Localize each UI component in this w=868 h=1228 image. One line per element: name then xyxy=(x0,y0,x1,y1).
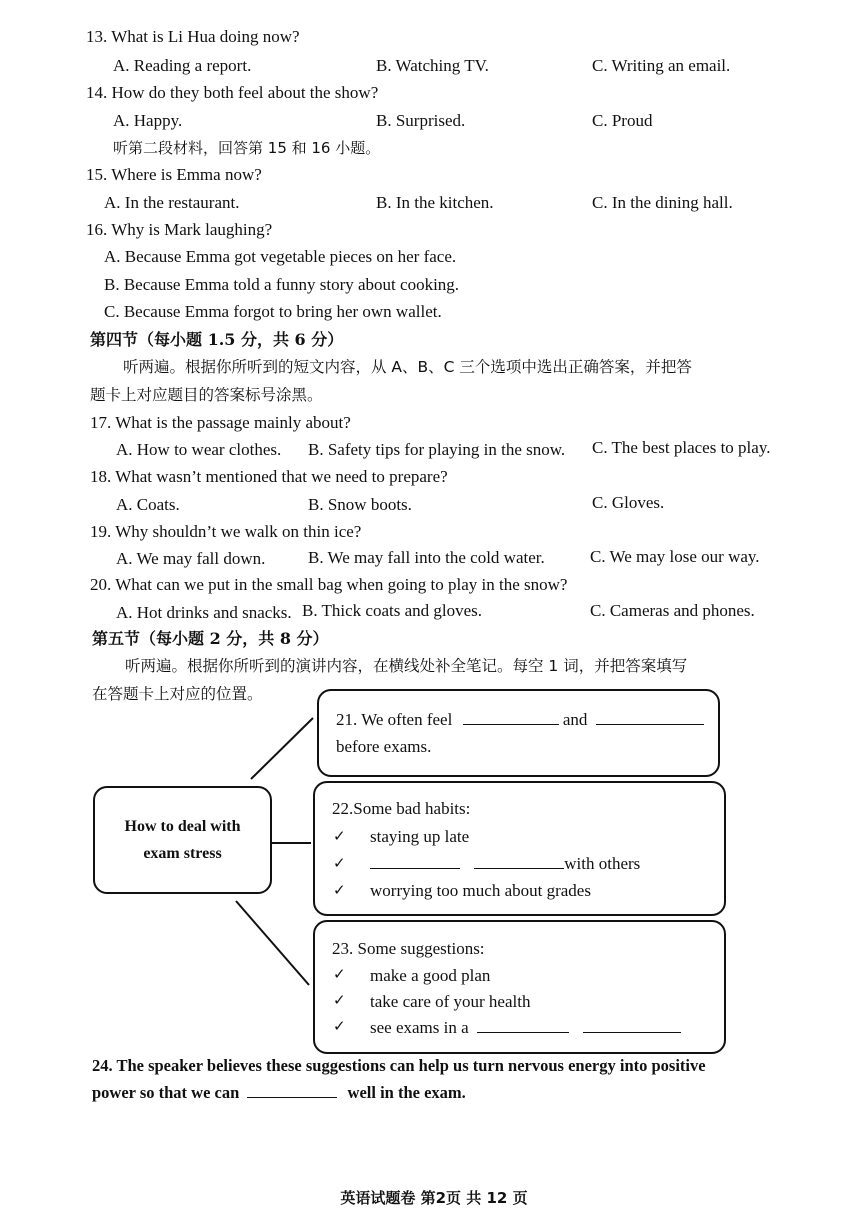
box23-item-2: take care of your health xyxy=(370,992,531,1011)
q18-stem: 18. What wasn’t mentioned that we need to prepare? xyxy=(90,467,448,486)
box22-item-3: worrying too much about grades xyxy=(370,881,591,900)
box22-item-1: staying up late xyxy=(370,827,470,846)
box22-check-3-icon: ✓ xyxy=(333,881,346,899)
box21-line2: before exams. xyxy=(336,737,432,756)
q19-stem: 19. Why shouldn’t we walk on thin ice? xyxy=(90,522,362,541)
q13-option-c: C. Writing an email. xyxy=(592,56,731,75)
q16-option-c: C. Because Emma forgot to bring her own wallet. xyxy=(104,302,442,321)
q14-stem: 14. How do they both feel about the show? xyxy=(86,83,379,102)
q14-option-a: A. Happy. xyxy=(113,111,183,130)
page-footer: 英语试题卷 第2页 共 12 页 xyxy=(340,1189,528,1207)
q16-option-a: A. Because Emma got vegetable pieces on her face. xyxy=(104,247,457,266)
q17-option-a: A. How to wear clothes. xyxy=(116,440,282,459)
q19-option-a: A. We may fall down. xyxy=(116,549,266,568)
box22-check-2-icon: ✓ xyxy=(333,854,346,872)
q13-stem: 13. What is Li Hua doing now? xyxy=(86,27,300,46)
box22-item-2-suffix: with others xyxy=(564,854,641,873)
q15-option-a: A. In the restaurant. xyxy=(104,193,240,212)
q17-option-b: B. Safety tips for playing in the snow. xyxy=(308,440,566,459)
box23-check-3-icon: ✓ xyxy=(333,1017,346,1035)
q16-stem: 16. Why is Mark laughing? xyxy=(86,220,273,239)
q17-option-c: C. The best places to play. xyxy=(592,438,771,457)
section5-instruction-line1: 听两遍。根据你所听到的演讲内容，在横线处补全笔记。每空 1 词，并把答案填写 xyxy=(125,657,688,675)
q24-line2-suffix: well in the exam. xyxy=(347,1083,466,1102)
q24-line1: 24. The speaker believes these suggestions can help us turn nervous energy into positive xyxy=(92,1056,706,1075)
q19-option-b: B. We may fall into the cold water. xyxy=(308,548,545,567)
box22-check-1-icon: ✓ xyxy=(333,827,346,845)
q20-stem: 20. What can we put in the small bag when going to play in the snow? xyxy=(90,575,568,594)
mindmap-box-21 xyxy=(317,689,720,777)
section5-instruction-line2: 在答题卡上对应的位置。 xyxy=(92,685,263,703)
box23-title: 23. Some suggestions: xyxy=(332,939,485,958)
mindmap-center-line1: How to deal with xyxy=(124,818,241,835)
q13-option-b: B. Watching TV. xyxy=(376,56,489,75)
box23-blank-2[interactable] xyxy=(583,1018,681,1033)
mindmap-center-line2: exam stress xyxy=(143,845,222,862)
box21-blank-1[interactable] xyxy=(463,710,559,725)
q24-line2 xyxy=(92,1083,466,1103)
section4-instruction-line2: 题卡上对应题目的答案标号涂黑。 xyxy=(90,386,323,404)
box21-text xyxy=(336,710,704,730)
mindmap-center-box xyxy=(93,786,272,894)
box21-blank-2[interactable] xyxy=(596,710,704,725)
q19-option-c: C. We may lose our way. xyxy=(590,547,760,566)
box23-blank-1[interactable] xyxy=(477,1018,569,1033)
q18-option-c: C. Gloves. xyxy=(592,493,665,512)
box21-prefix: 21. We often feel xyxy=(336,710,453,729)
q20-option-b: B. Thick coats and gloves. xyxy=(302,601,483,620)
q15-stem: 15. Where is Emma now? xyxy=(86,165,262,184)
box23-item-3-text: see exams in a xyxy=(370,1018,469,1037)
q14-option-c: C. Proud xyxy=(592,111,653,130)
section4-title: 第四节（每小题 1.5 分，共 6 分） xyxy=(90,330,344,349)
box23-check-2-icon: ✓ xyxy=(333,991,346,1009)
q20-option-c: C. Cameras and phones. xyxy=(590,601,755,620)
box23-item-1: make a good plan xyxy=(370,966,491,985)
instruction-part2: 听第二段材料，回答第 15 和 16 小题。 xyxy=(113,139,381,157)
q24-line2-prefix: power so that we can xyxy=(92,1083,240,1102)
box23-item-3 xyxy=(370,1018,681,1038)
q16-option-b: B. Because Emma told a funny story about cooking. xyxy=(104,275,460,294)
q14-option-b: B. Surprised. xyxy=(376,111,466,130)
q15-option-b: B. In the kitchen. xyxy=(376,193,494,212)
q15-option-c: C. In the dining hall. xyxy=(592,193,733,212)
q18-option-b: B. Snow boots. xyxy=(308,495,412,514)
q24-blank[interactable] xyxy=(247,1083,337,1098)
section5-title: 第五节（每小题 2 分，共 8 分） xyxy=(92,629,329,648)
section4-instruction-line1: 听两遍。根据你所听到的短文内容，从 A、B、C 三个选项中选出正确答案，并把答 xyxy=(123,358,692,376)
box22-title: 22.Some bad habits: xyxy=(332,799,471,818)
q20-option-a: A. Hot drinks and snacks. xyxy=(116,603,292,622)
box21-and: and xyxy=(562,710,588,729)
box23-check-1-icon: ✓ xyxy=(333,965,346,983)
q17-stem: 17. What is the passage mainly about? xyxy=(90,413,351,432)
box22-blank-1[interactable] xyxy=(370,854,460,869)
q18-option-a: A. Coats. xyxy=(116,495,180,514)
box22-item-2 xyxy=(370,854,640,874)
box22-blank-2[interactable] xyxy=(474,854,564,869)
q13-option-a: A. Reading a report. xyxy=(113,56,252,75)
